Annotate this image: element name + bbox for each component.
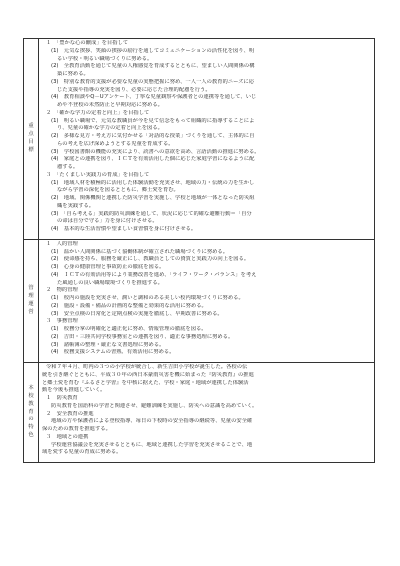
content-line: 地域の方や保護者による登校指導、毎日の下校時の安全指導の継続等、児童の安全確	[51, 418, 253, 425]
content-line: めや不登校の未然防止と早期対応に努める。	[57, 102, 163, 108]
school-plan-table	[23, 38, 375, 463]
section-label-char: 校	[28, 393, 34, 400]
content-line: １ 防災教育	[46, 395, 78, 401]
content-line: (3) 「自ら考える」実践的防災訓練を通して、状況に応じて的確な避難行動＝「自分	[51, 210, 252, 217]
section-content	[39, 239, 375, 362]
school-features-section	[24, 363, 375, 463]
content-line: らの考えを広げ深めようとする児童を育成する。	[57, 140, 174, 147]
section-content	[39, 363, 375, 463]
content-line: た風通しの良い職場環境づくりを推進する。	[57, 279, 163, 286]
content-line: (4) 家庭との連携を図り、ＩＣＴを有効活用した個に応じた家庭学習になるように配	[51, 156, 255, 163]
section-label-char: 営	[28, 308, 34, 315]
content-line: (2) 全教育活動を通じて児童の人権感覚を育成するとともに、望ましい人間関係の構	[51, 63, 255, 70]
content-line: (1) 地域人材を積極的に活用した体験活動を充実させ、地域の力・伝統の力を生かし	[51, 179, 255, 186]
content-line: ２ 「確かな学力の定着と向上」を目指して	[46, 109, 150, 116]
content-line: (4) 基本的な生活習慣や望ましい食習慣を身に付けさせる。	[51, 226, 197, 232]
content-line: (3) 心身の健康管理と事故防止の徹底を図る。	[51, 264, 165, 270]
section-label-char: 特	[28, 424, 34, 431]
content-line: ３ 地域との連携	[46, 433, 89, 440]
content-line: １ 人的管理	[46, 240, 78, 247]
focus-goals-section	[24, 39, 375, 240]
content-line: (1) 校務分掌の明確化と適正化に努め、情報管理の徹底を図る。	[51, 326, 207, 332]
content-line: (3) 諸帳簿の整理・厳正な文書処理に努める。	[51, 341, 165, 348]
section-label-char: 管	[28, 285, 34, 292]
content-line: るい学校・明るい職場づくりに努める。	[57, 55, 153, 62]
section-label-char: 運	[28, 300, 34, 307]
section-content	[39, 39, 375, 240]
section-label-char: の	[28, 416, 34, 423]
content-line: ２ 安全教育の推進	[46, 410, 94, 417]
content-line: (3) 安全点検の日常化と定期点検の実施を徹底し、早期改善に努める。	[51, 310, 223, 317]
section-label	[24, 39, 39, 240]
content-line: 域を愛する児童の育成に努める。	[42, 449, 122, 456]
content-line: 築に努める。	[57, 71, 89, 77]
section-label	[24, 239, 39, 362]
content-line: ３ 事務管理	[46, 318, 78, 325]
content-line: の命は自分で守る」力を身に付けさせる。	[57, 218, 158, 225]
content-line: (4) 校務支援システムの習熟、有効活用に努める。	[51, 349, 175, 356]
section-label-char: 目	[28, 138, 34, 145]
content-line: (4) ＩＣＴの有効活用等により業務改善を進め、「ライフ・ワーク・バランス」を考え	[51, 271, 257, 278]
content-line: (1) 校内の施設を充実させ、潤いと調和のある美しい校内環境づくりに努める。	[51, 295, 244, 301]
content-line: (2) 使命感を持ち、服務を厳正にし、教職員としての資質と実践力の向上を図る。	[51, 256, 250, 263]
content-line: 動を今後も推進していく。	[42, 387, 106, 394]
content-line: 統を引き継ぐとともに、平成３０年の西日本豪雨災害を機に始まった『防災教育』の推進	[42, 371, 254, 378]
section-label	[24, 363, 39, 463]
section-label-char: 教	[28, 400, 34, 407]
content-line: ３ 「たくましい実践力の育成」を目指して	[46, 171, 150, 178]
content-line: 織を実践する。	[57, 202, 95, 209]
section-label-char: 理	[28, 293, 34, 300]
content-line: (3) 学校図書館の機能の充実により、読書への意欲を高め、言語活動の推進に努める。	[51, 148, 260, 155]
content-line: (2) 地域、関係機関と連携した防災学習を実施し、学校と地域が一体となった防災組	[51, 195, 255, 201]
section-label-char: 標	[28, 146, 34, 153]
section-label-char: 色	[28, 431, 34, 438]
content-line: 学校運営協議会を充実させるとともに、地域と連携した学習を充実させることで、地	[51, 441, 253, 448]
content-line: じた支援や指導の充実を図り、必要に応じた合理的配慮を行う。	[57, 86, 211, 93]
content-line: (2) 多様な見方・考え方に気付かせる「対話的な授業」づくりを通して、主体的に自	[51, 133, 255, 139]
content-line: と郷土愛を育む『ふるさと学習』を中核に据えた、学校・家庭・地域が連携した体験活	[42, 379, 249, 386]
content-line: 慮する。	[57, 164, 79, 170]
content-line: (3) 特別な教育的支援が必要な児童の実態把握に努め、一人一人の教育的ニーズに応	[51, 78, 255, 85]
content-line: ２ 物的管理	[46, 287, 78, 294]
content-line: り、児童の確かな学力の定着と向上を図る。	[57, 125, 163, 132]
content-line: (1) 温かい人間関係に基づく協働体制が確立された職場づくりに努める。	[51, 248, 229, 255]
management-section	[24, 239, 375, 362]
section-label-char: 本	[28, 385, 34, 392]
content-line: (4) 教育相談やQ－Uアンケート、丁寧な児童観察や保護者との連携等を通して、いじ	[51, 94, 257, 101]
section-label-char: 点	[28, 131, 34, 138]
content-line: (1) 明るい職場で、元気な教職員が今を見て信念をもって組織的に指導することによ	[51, 117, 255, 124]
content-line: １ 「豊かな心の醸成」を目指して	[46, 40, 129, 46]
content-line: ながら学習の深化を図るとともに、郷土愛を育む。	[57, 187, 179, 194]
section-label-char: 育	[28, 408, 34, 415]
content-line: (2) 施設・設備・備品の計画的な整備と効果的な活用に努める。	[51, 302, 207, 309]
content-line: 令和７年４月、町内の３つの小学校が統合し、新生吉田小学校が誕生した。各校の伝	[46, 364, 248, 370]
content-line: 防災教育を国語科の学習と関連させ、避難訓練を実施し、防災への意識を高めていく。	[51, 402, 258, 409]
content-line: 保のための教育を推進する。	[42, 426, 111, 432]
content-line: (1) 元気な挨拶、笑顔の挨拶の励行を通してコミュニケーションの活性化を図り、明	[51, 47, 255, 54]
content-line: (2) 吉田・三陸共同学校事務室との連携を図り、適正な事務処理に努める。	[51, 333, 234, 340]
section-label-char: 重	[28, 123, 34, 130]
